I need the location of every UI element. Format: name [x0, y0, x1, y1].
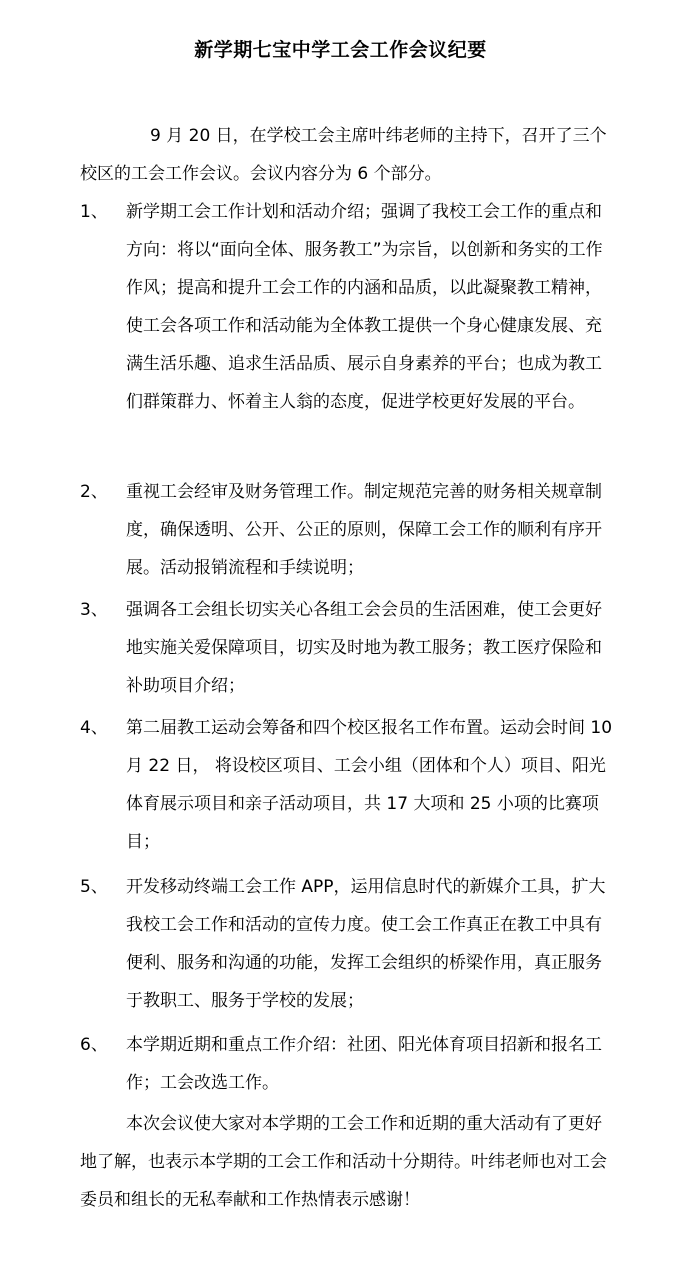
list-item-number: 1、: [80, 202, 108, 222]
list-item-number: 3、: [80, 600, 108, 620]
list-item-text: 新学期工会工作计划和活动介绍；强调了我校工会工作的重点和方向：将以“面向全体、服务教工”为宗旨，以创新和务实的工作作风；提高和提升工会工作的内涵和品质，以此凝聚教工精神，使工会各项工作和活动能为全体教工提供一个身心健康发展、充满生活乐趣、追求生活品质、展示自身素养的平台；也成为教工们群策群力、怀着主人翁的态度，促进学校更好发展的平台。: [126, 202, 603, 412]
list-item-number: 2、: [80, 482, 108, 502]
list-item-text: 强调各工会组长切实关心各组工会会员的生活困难，使工会更好地实施关爱保障项目，切实及时地为教工服务；教工医疗保险和补助项目介绍；: [126, 600, 602, 696]
list-item-number: 6、: [80, 1035, 108, 1055]
intro-paragraph: 9 月 20 日，在学校工会主席叶纬老师的主持下，召开了三个校区的工会工作会议。会议内容分为 6 个部分。: [80, 126, 607, 184]
list-item-number: 5、: [80, 877, 108, 897]
document-title: 新学期七宝中学工会工作会议纪要: [194, 39, 487, 61]
list-item-text: 第二届教工运动会筹备和四个校区报名工作布置。运动会时间 10 月 22 日， 将设校区项目、工会小组（团体和个人）项目、阳光体育展示项目和亲子活动项目，共 17 大项和 25 小项的比赛项目；: [126, 718, 613, 852]
list-item-text: 重视工会经审及财务管理工作。制定规范完善的财务相关规章制度，确保透明、公开、公正的原则，保障工会工作的顺利有序开展。活动报销流程和手续说明；: [126, 482, 602, 578]
list-item-number: 4、: [80, 718, 108, 738]
list-item-text: 本学期近期和重点工作介绍：社团、阳光体育项目招新和报名工作；工会改选工作。: [126, 1035, 602, 1093]
closing-paragraph: 本次会议使大家对本学期的工会工作和近期的重大活动有了更好地了解，也表示本学期的工会工作和活动十分期待。叶纬老师也对工会委员和组长的无私奉献和工作热情表示感谢！: [80, 1114, 607, 1210]
list-item-text: 开发移动终端工会工作 APP，运用信息时代的新媒介工具，扩大我校工会工作和活动的宣传力度。使工会工作真正在教工中具有便利、服务和沟通的功能，发挥工会组织的桥梁作用，真正服务于教职工、服务于学校的发展；: [126, 877, 606, 1011]
